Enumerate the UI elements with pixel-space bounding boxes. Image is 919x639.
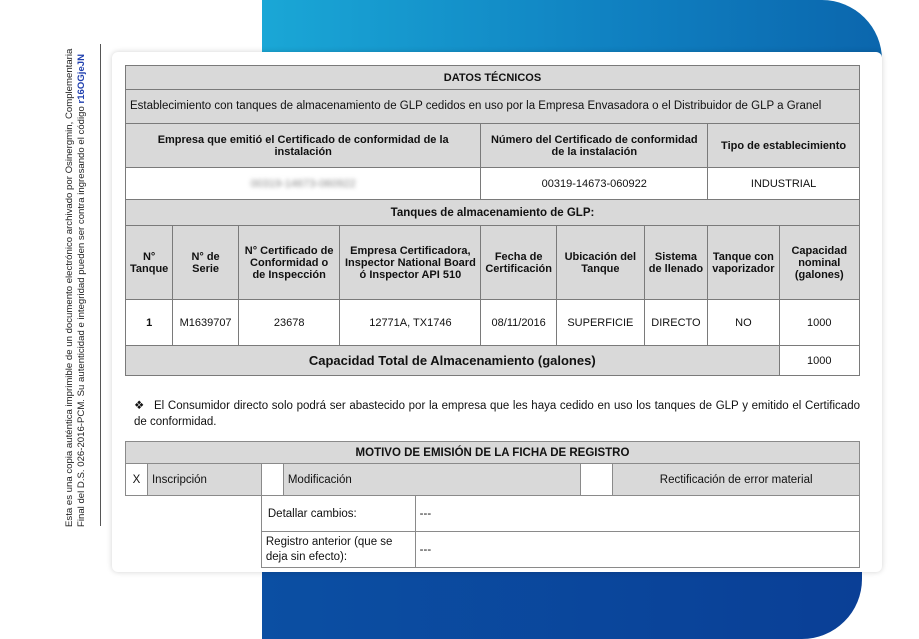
col-n-serie: N° de Serie	[173, 226, 239, 300]
side-note-body: Esta es una copia auténtica imprimible de un documento electrónico archivado por Osinergmin, Complementaria Final del D.S. 026-2016-PCM. Su autenticidad e integridad pueden ser contra ingresando el código	[64, 48, 87, 527]
col-fecha: Fecha de Certificación	[481, 226, 557, 300]
table-row	[126, 300, 860, 346]
cell-ubicacion: SUPERFICIE	[556, 300, 644, 346]
cell-sistema: DIRECTO	[644, 300, 707, 346]
rectificacion-label: Rectificación de error material	[613, 464, 860, 496]
spacer-cell	[261, 464, 283, 496]
col-capacidad: Capacidad nominal (galones)	[779, 226, 859, 300]
spacer-cell	[126, 532, 262, 568]
col-n-tanque: N° Tanque	[126, 226, 173, 300]
col-certificado: N° Certificado de Conformidad o de Inspección	[238, 226, 340, 300]
cell-empresa-certificadora: 12771A, TX1746	[340, 300, 481, 346]
header-empresa-certificado: Empresa que emitió el Certificado de conformidad de la instalación	[126, 124, 481, 168]
value-tipo-establecimiento: INDUSTRIAL	[708, 168, 860, 200]
registro-anterior-label	[261, 532, 415, 568]
tanques-title: Tanques de almacenamiento de GLP:	[126, 200, 860, 226]
cell-n-tanque: 1	[126, 300, 173, 346]
rectificacion-checkbox[interactable]	[581, 464, 613, 496]
registro-anterior-value: ---	[415, 532, 859, 568]
header-tipo-establecimiento: Tipo de establecimiento	[708, 124, 860, 168]
header-numero-certificado: Número del Certificado de conformidad de la instalación	[481, 124, 708, 168]
modificacion-label	[283, 464, 581, 496]
detallar-value: ---	[415, 496, 859, 532]
side-note-code: r16OGjeJN	[76, 53, 87, 104]
total-capacidad-label: Capacidad Total de Almacenamiento (galones)	[126, 346, 780, 376]
spacer-cell	[126, 496, 262, 532]
col-empresa-certificadora: Empresa Certificadora, Inspector National Board ó Inspector API 510	[340, 226, 481, 300]
datos-tecnicos-description: Establecimiento con tanques de almacenamiento de GLP cedidos en uso por la Empresa Envasadora o el Distribuidor de GLP a Granel	[126, 90, 860, 124]
col-sistema: Sistema de llenado	[644, 226, 707, 300]
motivo-table	[125, 441, 860, 568]
cell-capacidad: 1000	[779, 300, 859, 346]
detallar-text: Detallar cambios:	[267, 507, 357, 520]
value-empresa-certificado	[126, 168, 481, 200]
consumer-note	[134, 398, 860, 430]
registro-anterior-text: Registro anterior (que se deja sin efecto):	[265, 535, 393, 563]
col-ubicacion: Ubicación del Tanque	[556, 226, 644, 300]
redacted-value: 00319-14673-060922	[250, 177, 356, 190]
motivo-title: MOTIVO DE EMISIÓN DE LA FICHA DE REGISTRO	[126, 442, 860, 464]
inscripcion-label: Inscripción	[147, 464, 261, 496]
cell-n-serie: M1639707	[173, 300, 239, 346]
datos-tecnicos-title: DATOS TÉCNICOS	[126, 66, 860, 90]
side-authenticity-note	[26, 42, 110, 527]
total-capacidad-value: 1000	[779, 346, 859, 376]
inscripcion-checkbox[interactable]: X	[126, 464, 148, 496]
value-numero-certificado: 00319-14673-060922	[481, 168, 708, 200]
cell-fecha: 08/11/2016	[481, 300, 557, 346]
side-divider-line	[100, 44, 101, 526]
consumer-note-text: El Consumidor directo solo podrá ser abastecido por la empresa que les haya cedido en uso los tanques de GLP y emitido el Certificado de conformidad.	[134, 400, 860, 428]
detallar-label	[261, 496, 415, 532]
cell-certificado: 23678	[238, 300, 340, 346]
diamond-bullet-icon: ❖	[134, 400, 145, 412]
datos-tecnicos-table	[125, 65, 860, 376]
cell-vaporizador: NO	[708, 300, 779, 346]
col-vaporizador: Tanque con vaporizador	[708, 226, 779, 300]
modificacion-text: Modificación	[287, 473, 352, 486]
